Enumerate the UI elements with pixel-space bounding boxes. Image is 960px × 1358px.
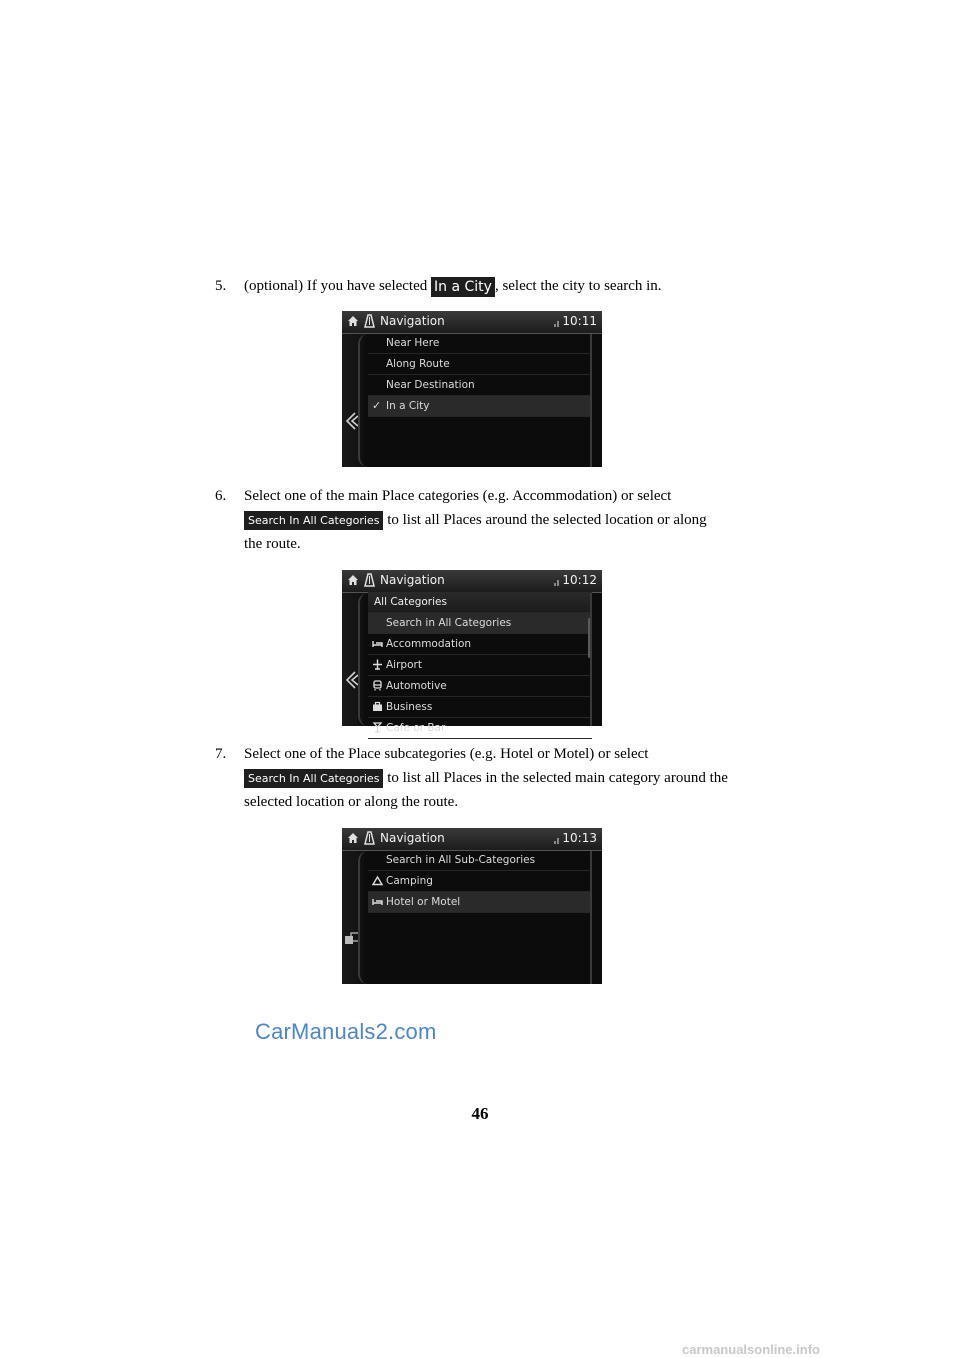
screen-header <box>342 828 602 851</box>
list-item-near-destination[interactable]: Near Destination <box>368 375 592 396</box>
list-item-hotel-or-motel[interactable]: Hotel or Motel <box>368 892 592 913</box>
list-item-search-all-subcategories[interactable]: Search in All Sub-Categories <box>368 850 592 871</box>
step-text-after: to list all Places in the selected main category around the <box>383 770 728 786</box>
screen-title: Navigation <box>380 831 445 845</box>
nav-screen-1 <box>342 311 602 467</box>
home-icon[interactable] <box>347 315 359 327</box>
list-item-near-here[interactable]: Near Here <box>368 333 592 354</box>
watermark-carmanuals2[interactable]: CarManuals2.com <box>255 1019 437 1044</box>
signal-icon <box>554 317 562 327</box>
left-column <box>342 334 364 467</box>
home-icon[interactable] <box>347 832 359 844</box>
right-edge <box>590 593 602 726</box>
list-item-in-a-city[interactable]: ✓ In a City <box>368 396 592 417</box>
car-icon <box>372 680 383 691</box>
step-text-after-2: the route. <box>244 536 301 552</box>
step-number: 6. <box>215 488 227 504</box>
screen-header <box>342 570 602 593</box>
step-number: 5. <box>215 278 227 294</box>
signal-icon <box>554 834 562 844</box>
step-7 <box>215 742 835 814</box>
option-list <box>368 333 592 417</box>
list-item-search-all-categories[interactable]: Search in All Categories <box>368 613 592 634</box>
screen-title: Navigation <box>380 573 445 587</box>
briefcase-icon <box>372 701 383 712</box>
right-edge <box>590 851 602 984</box>
in-a-city-chip: In a City <box>431 277 495 297</box>
page-number: 46 <box>471 1104 489 1123</box>
watermark-carmanualsonline[interactable]: carmanualsonline.info <box>682 1342 820 1357</box>
bed-icon <box>372 896 383 907</box>
back-chevron-icon[interactable] <box>345 412 359 430</box>
list-item-business[interactable]: Business <box>368 697 592 718</box>
back-chevron-icon[interactable] <box>345 671 359 689</box>
screen-title: Navigation <box>380 314 445 328</box>
navigation-icon <box>363 314 376 328</box>
step-text: Select one of the main Place categories (e.g. Accommodation) or select <box>244 488 672 504</box>
list-item-cafe-or-bar[interactable]: Cafe or Bar <box>368 718 592 739</box>
subcategory-list <box>368 850 592 913</box>
search-all-categories-chip: Search In All Categories <box>244 769 383 788</box>
list-item-camping[interactable]: Camping <box>368 871 592 892</box>
step-number: 7. <box>215 746 227 762</box>
step-text-after: to list all Places around the selected location or along <box>383 512 707 528</box>
navigation-icon <box>363 831 376 845</box>
list-item-automotive[interactable]: Automotive <box>368 676 592 697</box>
airplane-icon <box>372 659 383 670</box>
left-column <box>342 593 364 726</box>
nav-screen-2 <box>342 570 602 734</box>
nav-screen-3 <box>342 828 602 984</box>
screen-header <box>342 311 602 334</box>
clock-time: 10:13 <box>562 831 597 845</box>
step-text: Select one of the Place subcategories (e.g. Hotel or Motel) or select <box>244 746 649 762</box>
left-column <box>342 851 364 984</box>
step-5 <box>215 274 835 298</box>
step-6 <box>215 484 835 556</box>
list-item-accommodation[interactable]: Accommodation <box>368 634 592 655</box>
clock-time: 10:12 <box>562 573 597 587</box>
search-all-categories-chip: Search In All Categories <box>244 511 383 530</box>
list-item-along-route[interactable]: Along Route <box>368 354 592 375</box>
step-text-after: , select the city to search in. <box>494 278 662 294</box>
category-list <box>368 592 592 739</box>
home-icon[interactable] <box>347 574 359 586</box>
clock-time: 10:11 <box>562 314 597 328</box>
right-edge <box>590 334 602 467</box>
navigation-icon <box>363 573 376 587</box>
cup-icon <box>372 722 383 733</box>
tent-icon <box>372 875 383 886</box>
bed-icon <box>372 638 383 649</box>
step-text-after-2: selected location or along the route. <box>244 794 459 810</box>
list-item-airport[interactable]: Airport <box>368 655 592 676</box>
step-text: (optional) If you have selected <box>244 278 432 294</box>
category-back-icon[interactable] <box>344 931 360 945</box>
checkmark-icon: ✓ <box>372 399 382 412</box>
list-header-all-categories: All Categories <box>368 592 592 613</box>
signal-icon <box>554 576 562 586</box>
